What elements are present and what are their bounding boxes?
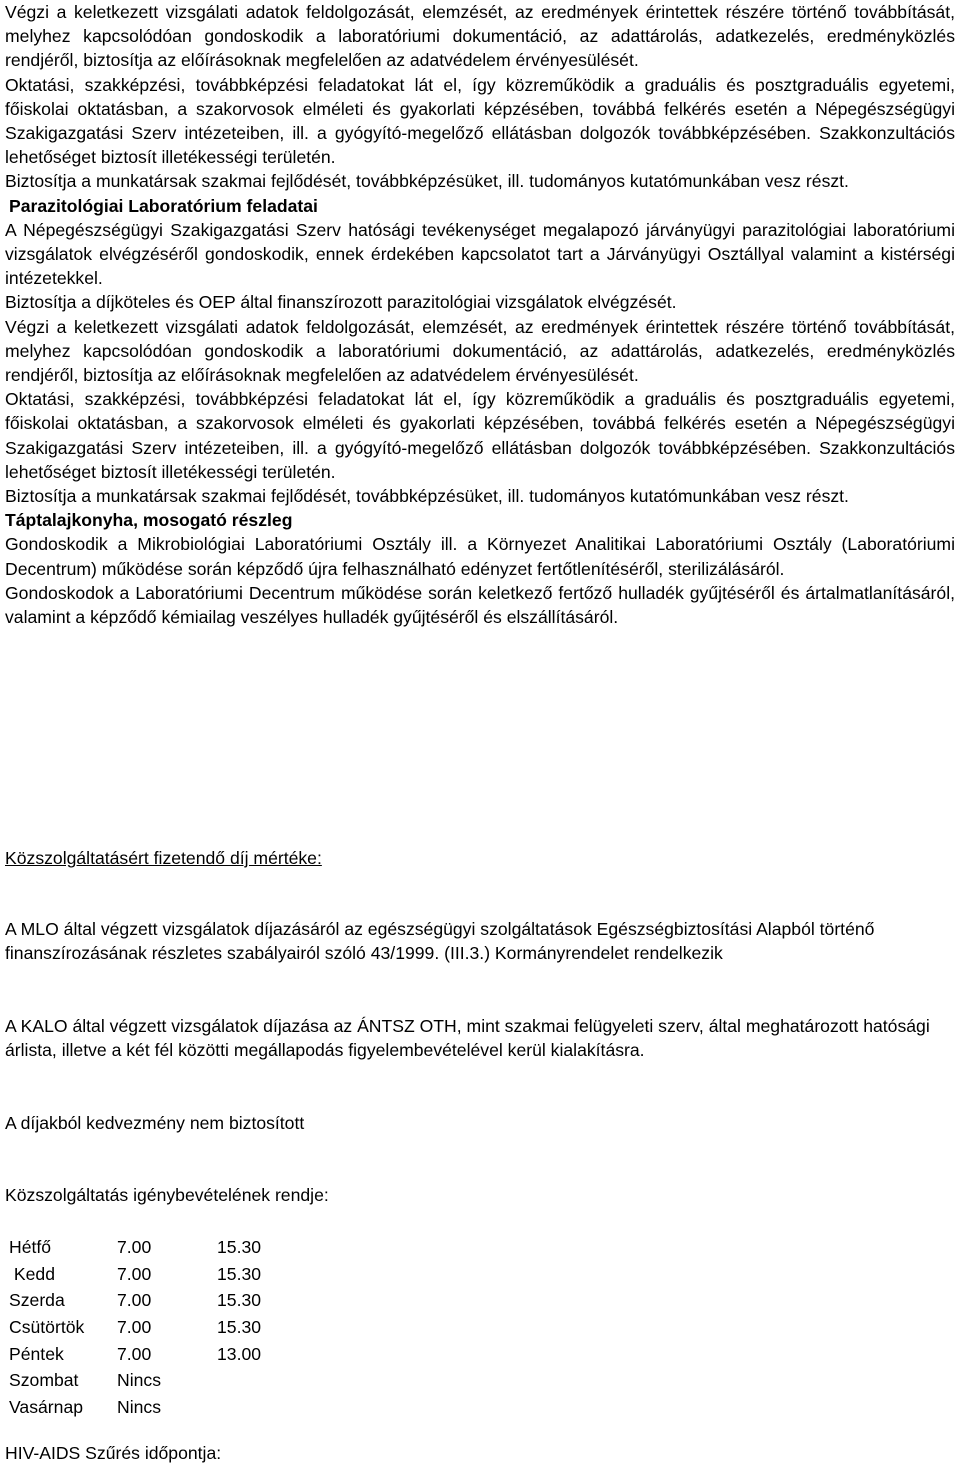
paragraph: Biztosítja a munkatársak szakmai fejlődését, továbbképzésüket, ill. tudományos kutatómunkában vesz részt. — [5, 171, 849, 192]
fee-paragraph-2-wrap — [5, 1014, 955, 1062]
table-row — [5, 1287, 297, 1314]
paragraph: A MLO által végzett vizsgálatok díjazásáról az egészségügyi szolgáltatások Egészségbiztosítási Alapból történő finanszírozásának részletes szabályairól szóló 43/1999. (III.3.) Kormányrendelet rendelkezik — [5, 919, 875, 964]
paragraph: A Népegészségügyi Szakigazgatási Szerv hatósági tevékenységet megalapozó járványügyi parazitológiai laboratóriumi vizsgálatok elvégzéséről gondoskodik, ennek érdekében kapcsolatot tart a Járványügyi Osztállyal valamint a kistérségi intézetekkel. — [5, 219, 955, 289]
schedule-day: Szombat — [9, 1370, 79, 1391]
table-row — [5, 1340, 297, 1367]
schedule-day: Kedd — [9, 1263, 55, 1284]
hiv-heading-wrap — [5, 1441, 955, 1465]
fee-section-heading-wrap — [5, 846, 955, 870]
schedule-open: 7.00 — [117, 1343, 152, 1364]
schedule-open: 7.00 — [117, 1237, 152, 1258]
schedule-day: Szerda — [9, 1290, 65, 1311]
section-heading-fee: Közszolgáltatásért fizetendő díj mértéke: — [5, 848, 322, 868]
paragraph: A díjakból kedvezmény nem biztosított — [5, 1113, 305, 1133]
table-row — [5, 1261, 297, 1288]
table-row — [5, 1394, 297, 1421]
paragraph: Biztosítja a díjköteles és OEP által finanszírozott parazitológiai vizsgálatok elvégzését. — [5, 292, 677, 313]
schedule-heading-wrap — [5, 1183, 955, 1207]
schedule-day: Hétfő — [9, 1237, 52, 1258]
paragraph: Gondoskodok a Laboratóriumi Decentrum működése során keletkező fertőző hulladék gyűjtéséről és ártalmatlanításáról, valamint a képződő kémiailag veszélyes hulladék gyűjtéséről és elszállításáról. — [5, 582, 955, 628]
paragraph: Oktatási, szakképzési, továbbképzési feladatokat lát el, így közreműködik a graduális és posztgraduális egyetemi, főiskolai oktatásban, a szakorvosok elméleti és gyakorlati képzésében, továbbá felkérés esetén a Népegészségügyi Szakigazgatási Szerv intézeteiben, ill. a gyógyító-megelőző ellátásban dolgozók továbbképzésében. Szakkonzultációs lehetőséget biztosít illetékességi területén. — [5, 74, 955, 168]
table-row — [5, 1234, 297, 1261]
document-body-upper — [5, 0, 955, 629]
schedule-open: 7.00 — [117, 1263, 152, 1284]
schedule-table-wrap — [5, 1234, 955, 1420]
schedule-close: 15.30 — [217, 1237, 262, 1258]
paragraph: Oktatási, szakképzési, továbbképzési feladatokat lát el, így közreműködik a graduális és posztgraduális egyetemi, főiskolai oktatásban, a szakorvosok elméleti és gyakorlati képzésében, továbbá felkérés esetén a Népegészségügyi Szakigazgatási Szerv intézeteiben, ill. a gyógyító-megelőző ellátásban dolgozók továbbképzésében. Szakkonzultációs lehetőséget biztosít illetékességi területén. — [5, 389, 955, 482]
section-heading-kitchen: Táptalajkonyha, mosogató részleg — [5, 510, 293, 531]
section-heading-parasitology: Parazitológiai Laboratórium feladatai — [9, 195, 318, 216]
schedule-day: Vasárnap — [9, 1396, 84, 1417]
fee-paragraph-1-wrap — [5, 917, 955, 965]
schedule-day: Péntek — [9, 1343, 64, 1364]
schedule-close: 15.30 — [217, 1290, 262, 1311]
schedule-close — [217, 1394, 297, 1421]
fee-paragraph-3-wrap — [5, 1111, 955, 1135]
section-heading-hiv: HIV-AIDS Szűrés időpontja: — [5, 1443, 222, 1463]
schedule-open: Nincs — [117, 1370, 161, 1391]
schedule-close: 13.00 — [217, 1343, 262, 1364]
schedule-open: 7.00 — [117, 1290, 152, 1311]
paragraph: Végzi a keletkezett vizsgálati adatok feldolgozását, elemzését, az eredmények érintettek részére történő továbbítását, melyhez kapcsolódóan gondoskodik a laboratóriumi dokumentáció, az adattárolás, adatkezelés, eredményközlés rendjéről, biztosítja az előírásoknak megfelelően az adatvédelem érvényesülését. — [5, 2, 955, 71]
schedule-open: 7.00 — [117, 1316, 152, 1337]
section-heading-schedule: Közszolgáltatás igénybevételének rendje: — [5, 1185, 329, 1205]
paragraph: Gondoskodik a Mikrobiológiai Laboratóriumi Osztály ill. a Környezet Analitikai Laboratóriumi Osztály (Laboratóriumi Decentrum) működése során képződő újra felhasználható edényzet fertőtlenítéséről, sterilizálásáról. — [5, 534, 955, 579]
schedule-close: 15.30 — [217, 1263, 262, 1284]
table-row — [5, 1367, 297, 1394]
schedule-close: 15.30 — [217, 1316, 262, 1337]
schedule-day: Csütörtök — [9, 1316, 85, 1337]
schedule-table — [5, 1234, 297, 1420]
paragraph: Biztosítja a munkatársak szakmai fejlődését, továbbképzésüket, ill. tudományos kutatómunkában vesz részt. — [5, 486, 849, 507]
paragraph: A KALO által végzett vizsgálatok díjazása az ÁNTSZ OTH, mint szakmai felügyeleti szerv, által meghatározott hatósági árlista, illetve a két fél közötti megállapodás figyelembevételével kerül kialakításra. — [5, 1016, 930, 1061]
table-row — [5, 1314, 297, 1341]
paragraph: Végzi a keletkezett vizsgálati adatok feldolgozását, elemzését, az eredmények érintettek részére történő továbbítását, melyhez kapcsolódóan gondoskodik a laboratóriumi dokumentáció, az adattárolás, adatkezelés, eredményközlés rendjéről, biztosítja az előírásoknak megfelelően az adatvédelem érvényesülését. — [5, 316, 955, 386]
schedule-open: Nincs — [117, 1396, 161, 1417]
schedule-close — [217, 1367, 297, 1394]
